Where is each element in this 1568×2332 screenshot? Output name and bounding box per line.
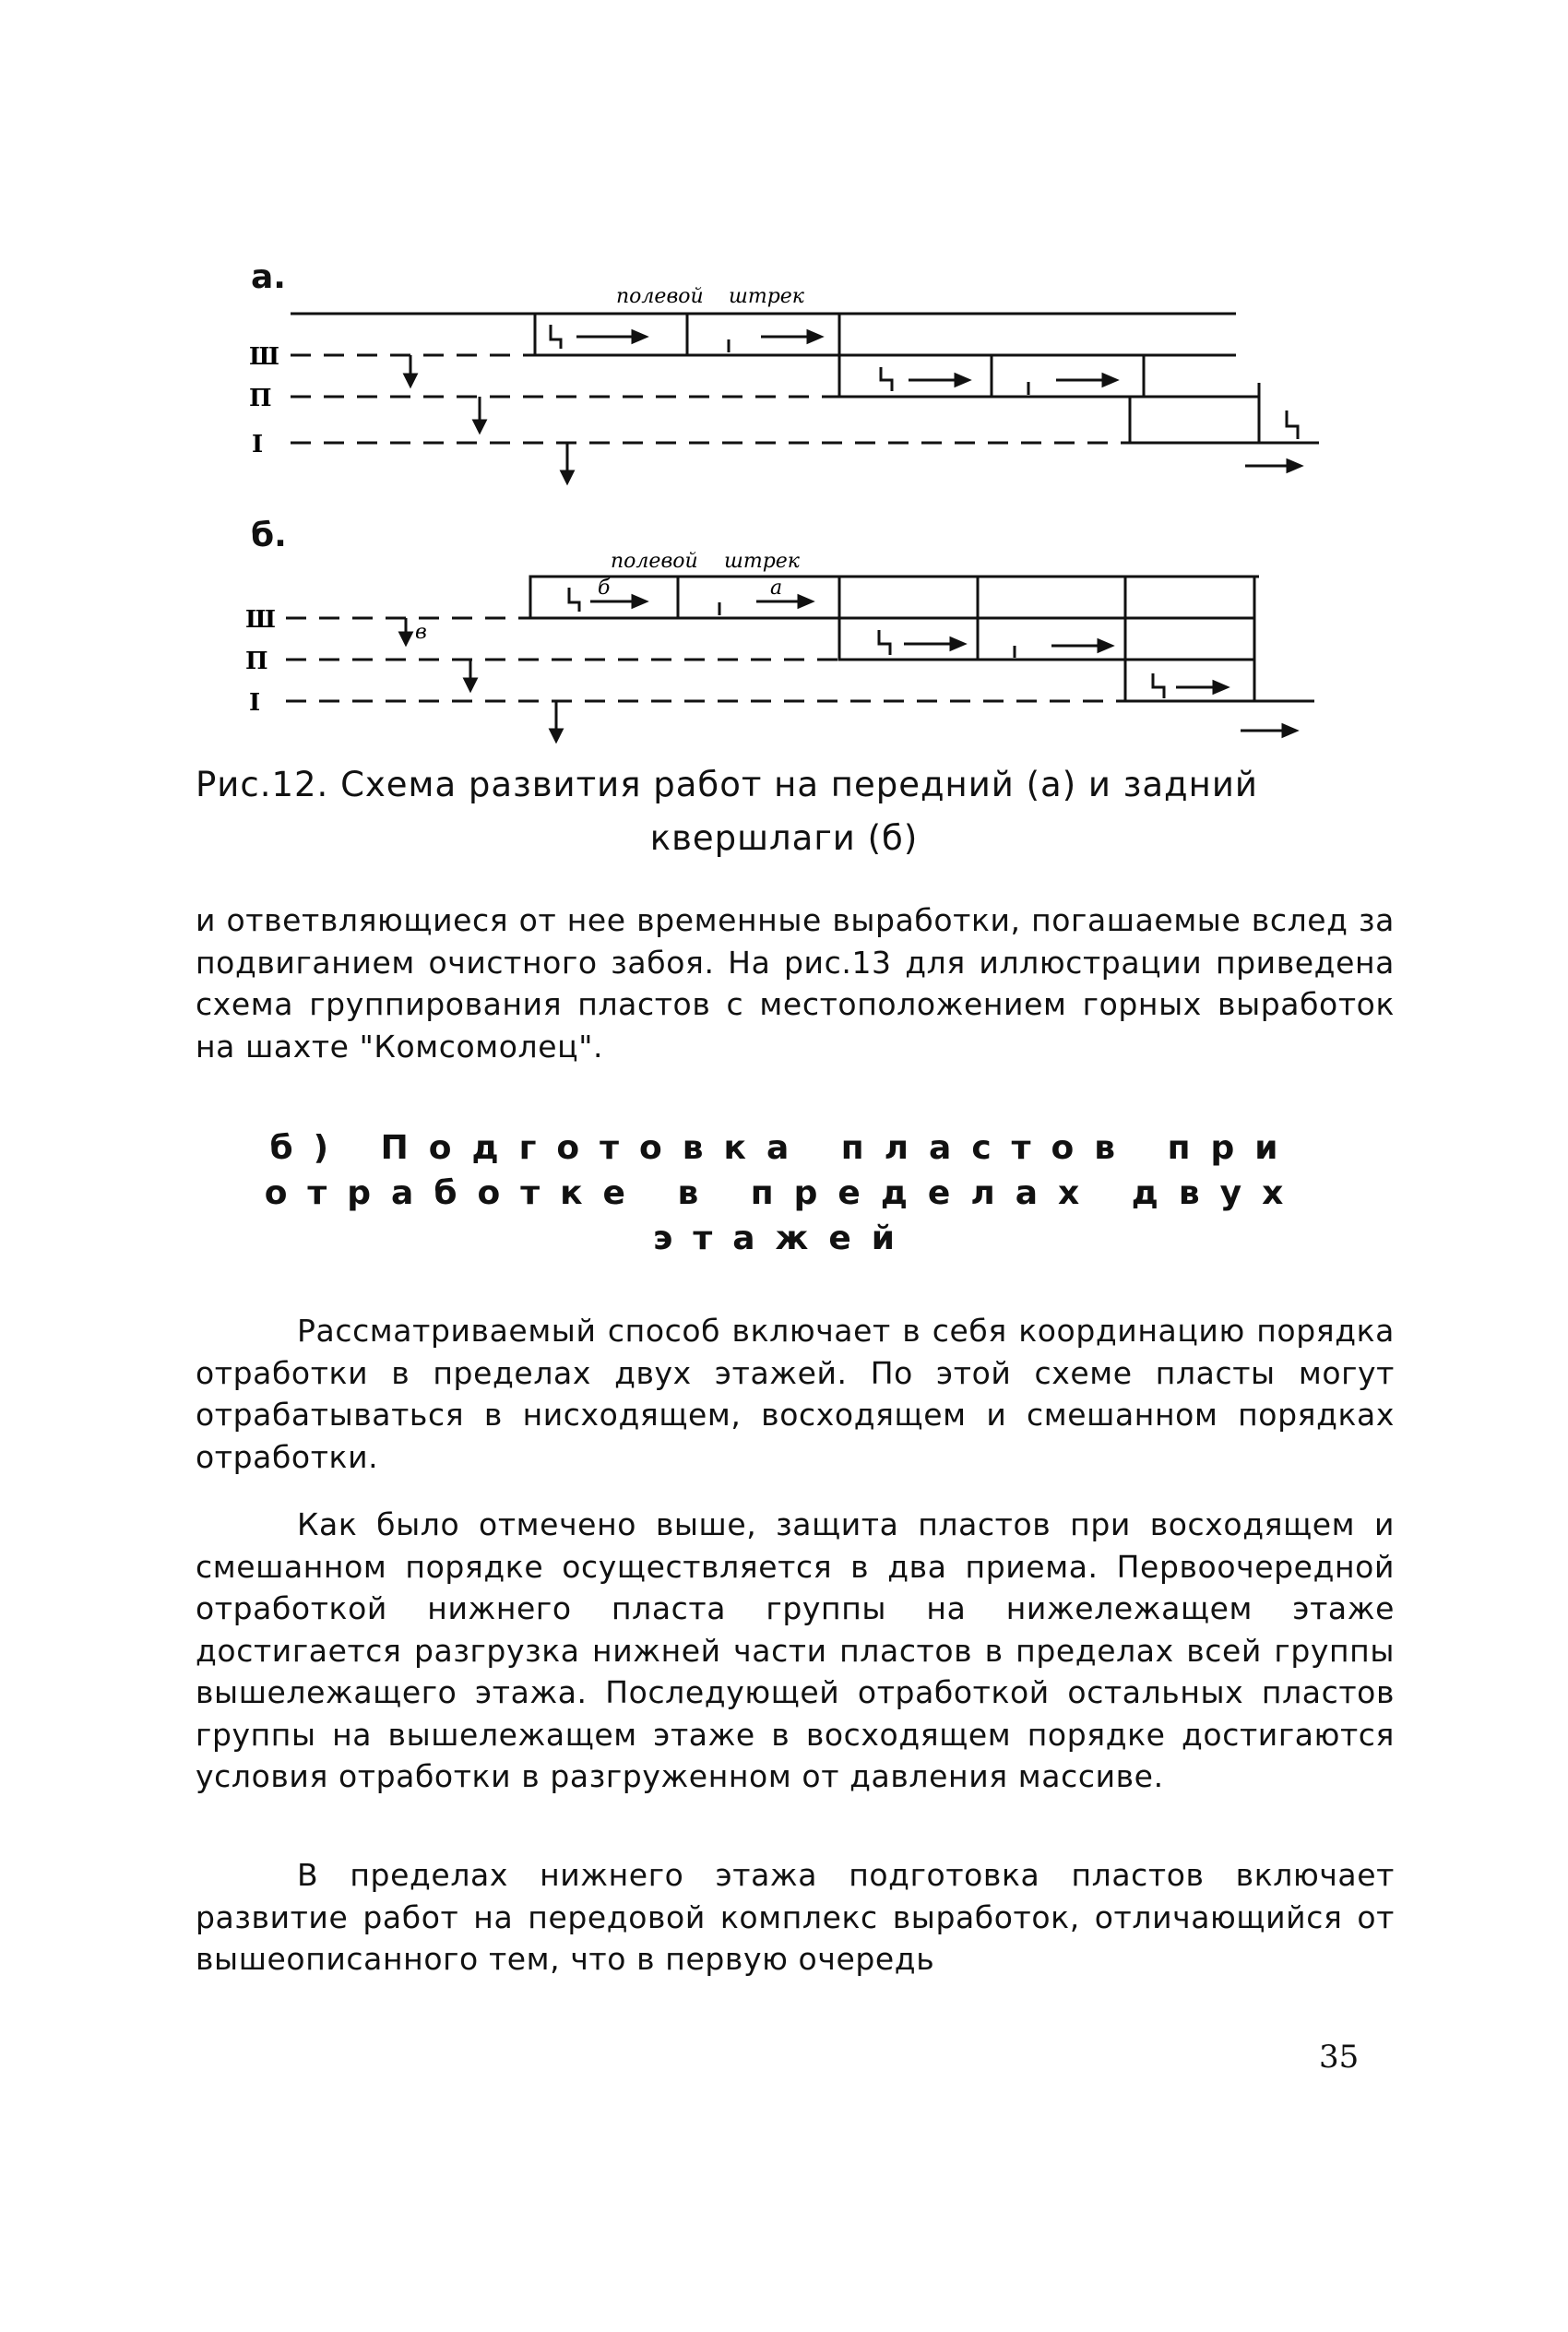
caption-line-1: Рис.12. Схема развития работ на передний (а) и задний	[196, 765, 1258, 804]
paragraph-3	[196, 1504, 1395, 1798]
panel-b-level-2: П	[245, 648, 268, 675]
panel-a-level-3: Ш	[249, 343, 279, 371]
panel-a-drift-label-2: штрек	[729, 285, 804, 308]
panel-b-level-1: I	[249, 689, 261, 717]
figure-caption	[184, 758, 1384, 865]
panel-b-arrow-a-label: а	[770, 577, 783, 600]
heading-line-3: этажей	[653, 1220, 915, 1257]
panel-a-level-1: I	[252, 431, 264, 458]
panel-b-level-3: Ш	[245, 606, 276, 634]
caption-line-2: квершлаги (б)	[649, 818, 919, 858]
paragraph-1	[196, 899, 1395, 1067]
panel-a-drift-label-1: полевой	[616, 285, 704, 308]
figure-panel-a	[0, 0, 1568, 517]
paragraph-4	[196, 1854, 1395, 1981]
paragraph-2-text: Рассматриваемый способ включает в себя координацию порядка отработки в пределах двух этажей. По этой схеме пласты могут отрабатываться в нисходящем, восходящем и смешанном порядках отработки.	[196, 1313, 1395, 1475]
paragraph-2	[196, 1310, 1395, 1478]
panel-a-diagram	[0, 0, 1568, 517]
paragraph-1-text: и ответвляющиеся от нее временные выработки, погашаемые вслед за подвиганием очистного забоя. На рис.13 для иллюстрации приведена схема группирования пластов с местоположением горных выработок на шахте "Комсомолец".	[196, 902, 1395, 1065]
panel-b-drift-label-1: полевой	[611, 550, 698, 573]
page-number: 35	[1319, 2039, 1360, 2076]
panel-b-mark-v: в	[415, 621, 427, 644]
panel-a-level-2: П	[249, 385, 272, 412]
paragraph-3-text: Как было отмечено выше, защита пластов при восходящем и смешанном порядке осуществляется в два приема. Первоочередной отработкой нижнего пласта группы на нижележащем этаже достигается разгрузка нижней части пластов в пределах всей группы вышележащего этажа. Последующей отработкой остальных пластов группы на вышележащем этаже в восходящем порядке достигаются условия отработки в разгруженном от давления массиве.	[196, 1506, 1395, 1794]
heading-line-2: отработке в пределах двух	[264, 1174, 1304, 1212]
heading-line-1: б) Подготовка пластов при	[269, 1129, 1299, 1167]
figure-panel-b	[0, 517, 1568, 756]
panel-b-diagram	[0, 517, 1568, 756]
panel-b-label: б.	[251, 517, 287, 554]
panel-b-arrow-b-label: б	[598, 577, 611, 600]
panel-a-label: а.	[251, 258, 286, 296]
section-heading	[184, 1125, 1384, 1261]
panel-b-drift-label-2: штрек	[724, 550, 800, 573]
paragraph-4-text: В пределах нижнего этажа подготовка пластов включает развитие работ на передовой комплекс выработок, отличающийся от вышеописанного тем, что в первую очередь	[196, 1857, 1395, 1977]
